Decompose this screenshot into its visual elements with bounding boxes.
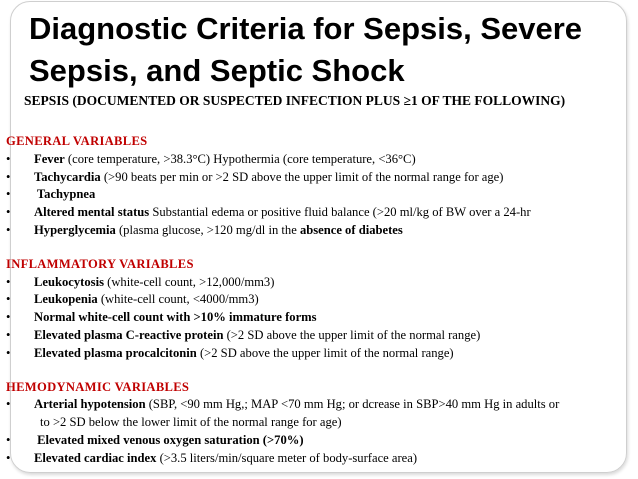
criterion-detail: (white-cell count, <4000/mm3) bbox=[97, 292, 259, 307]
criterion-term: Leukocytosis bbox=[34, 274, 104, 289]
list-item bbox=[6, 345, 636, 363]
section-gap bbox=[6, 240, 636, 256]
slide-subtitle: SEPSIS (DOCUMENTED OR SUSPECTED INFECTION PLUS ≥1 OF THE FOLLOWING) bbox=[24, 93, 566, 108]
bullet: • bbox=[6, 205, 11, 220]
bullet: • bbox=[6, 397, 11, 412]
list-item bbox=[6, 450, 636, 468]
bullet: • bbox=[6, 187, 11, 202]
criterion-detail: (white-cell count, >12,000/mm3) bbox=[103, 274, 275, 289]
list-item bbox=[6, 204, 636, 222]
criterion-term: Leukopenia bbox=[34, 292, 98, 307]
criterion-detail: (core temperature, >38.3°C) Hypothermia (core temperature, <36°C) bbox=[64, 151, 416, 166]
criterion-term: Fever bbox=[34, 151, 65, 166]
criterion-detail-continuation: to >2 SD below the lower limit of the normal range for age) bbox=[40, 415, 342, 430]
criterion-term: Tachypnea bbox=[34, 187, 96, 202]
criterion-term: Arterial hypotension bbox=[34, 397, 146, 412]
criterion-term: Elevated mixed venous oxygen saturation (>70%) bbox=[34, 432, 304, 447]
section-heading-hemodynamic: HEMODYNAMIC VARIABLES bbox=[6, 379, 190, 394]
criterion-term-emphasis: absence of diabetes bbox=[299, 222, 403, 237]
bullet: • bbox=[6, 327, 11, 342]
criterion-detail: (>2 SD above the upper limit of the normal range) bbox=[223, 327, 481, 342]
criterion-term: Elevated plasma procalcitonin bbox=[34, 345, 197, 360]
criterion-term: Tachycardia bbox=[34, 169, 101, 184]
criteria-content bbox=[6, 133, 636, 468]
criterion-detail: (SBP, <90 mm Hg,; MAP <70 mm Hg; or dcrease in SBP>40 mm Hg in adults or bbox=[145, 397, 560, 412]
list-item bbox=[6, 151, 636, 169]
criterion-term: Elevated cardiac index bbox=[34, 450, 157, 465]
bullet: • bbox=[6, 169, 11, 184]
criterion-detail: Substantial edema or positive fluid balance (>20 ml/kg of BW over a 24-hr bbox=[149, 205, 531, 220]
section-heading-general: GENERAL VARIABLES bbox=[6, 134, 148, 148]
criterion-detail: (>2 SD above the upper limit of the normal range) bbox=[196, 345, 454, 360]
criterion-detail: (plasma glucose, >120 mg/dl in the bbox=[115, 222, 300, 237]
list-item bbox=[6, 222, 636, 240]
criterion-detail: (>90 beats per min or >2 SD above the upper limit of the normal range for age) bbox=[100, 169, 504, 184]
bullet: • bbox=[6, 222, 11, 237]
list-item bbox=[6, 396, 636, 432]
criterion-term: Hyperglycemia bbox=[34, 222, 116, 237]
list-item bbox=[6, 327, 636, 345]
list-item bbox=[6, 309, 636, 327]
bullet: • bbox=[6, 274, 11, 289]
bullet: • bbox=[6, 432, 11, 447]
section-heading-inflammatory: INFLAMMATORY VARIABLES bbox=[6, 256, 194, 271]
criterion-term: Altered mental status bbox=[34, 205, 150, 220]
list-item bbox=[6, 432, 636, 450]
bullet: • bbox=[6, 292, 11, 307]
criterion-term: Elevated plasma C-reactive protein bbox=[34, 327, 224, 342]
list-item bbox=[6, 186, 636, 204]
list-item bbox=[6, 291, 636, 309]
criterion-term: Normal white-cell count with >10% immature forms bbox=[34, 310, 317, 325]
criterion-detail: (>3.5 liters/min/square meter of body-surface area) bbox=[156, 450, 418, 465]
bullet: • bbox=[6, 345, 11, 360]
slide-title: Diagnostic Criteria for Sepsis, Severe Sepsis, and Septic Shock bbox=[29, 11, 583, 88]
section-gap bbox=[6, 363, 636, 379]
list-item bbox=[6, 274, 636, 292]
bullet: • bbox=[6, 310, 11, 325]
bullet: • bbox=[6, 151, 11, 166]
bullet: • bbox=[6, 450, 11, 465]
list-item bbox=[6, 169, 636, 187]
